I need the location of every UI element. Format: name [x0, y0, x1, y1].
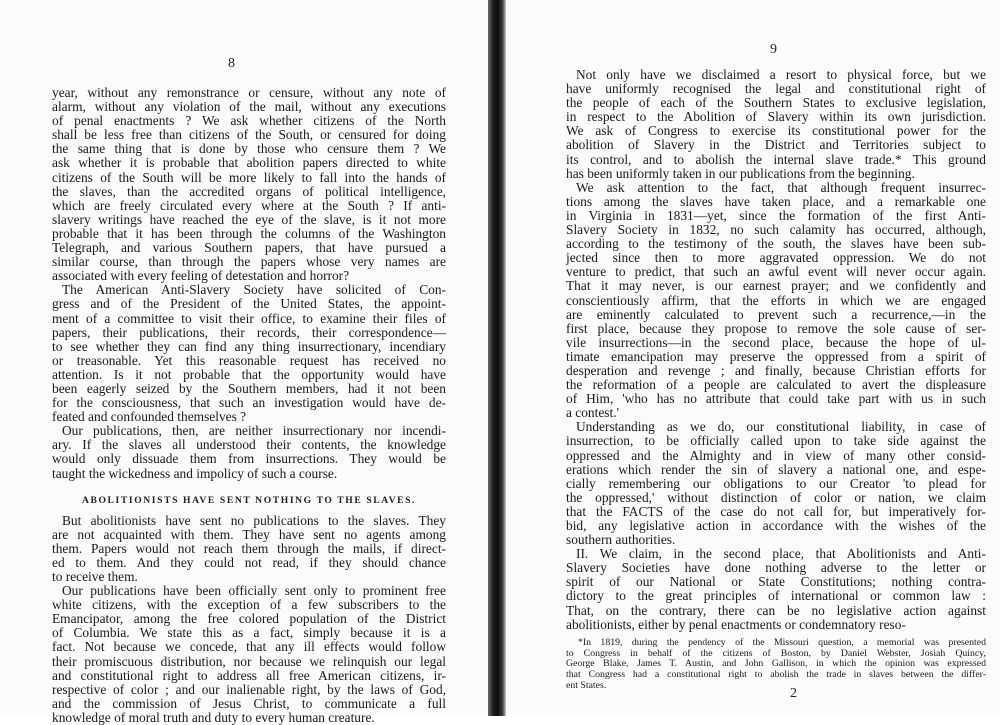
- text-line: and constitutional right to address all free American citizens, ir-: [52, 667, 446, 683]
- text-line: dictory to the great principles of international or common law :: [566, 588, 986, 604]
- text-line: desperation and revenge ; and finally, because Christian efforts for: [566, 362, 986, 378]
- text-line: of Columbia. We state this as a fact, simply because it is a: [52, 625, 446, 641]
- text-line: That it may never, is our earnest prayer; and we confidently and: [566, 278, 986, 294]
- text-line: Emancipator, among the free colored population of the District: [52, 611, 446, 627]
- signature-mark: 2: [790, 686, 797, 701]
- text-column: [566, 68, 986, 692]
- paragraph: [566, 547, 986, 632]
- text-line: Understanding as we do, our constitutional liability, in case of: [576, 419, 986, 435]
- paragraph: [52, 514, 446, 584]
- right-page: [506, 0, 1000, 716]
- text-line: Our publications, then, are neither insurrectionary nor incendi-: [62, 423, 446, 439]
- paragraph: [52, 584, 446, 725]
- text-line: insurrection, to be officially called upon to take side against the: [566, 433, 986, 449]
- text-line: attention. Is it not probable that the opportunity would have: [52, 366, 446, 382]
- text-line: We ask of Congress to exercise its constitutional power for the: [566, 123, 986, 139]
- page-number: 8: [228, 56, 235, 71]
- text-line: citizens of the South will be more likely to fall into the hands of: [52, 169, 446, 185]
- paragraph: [566, 68, 986, 181]
- text-line: That, on the contrary, there can be no legislative action against: [566, 602, 986, 618]
- footnote: [566, 638, 986, 692]
- text-line: Telegraph, and various Southern papers, that have pursued a: [52, 240, 446, 256]
- text-line: timate emancipation may preserve the oppressed from a spirit of: [566, 348, 986, 364]
- text-line: respective of color ; and our inalienable right, by the laws of God,: [52, 681, 446, 697]
- text-line: of Him, 'who has no attribute that could take part with us in such: [566, 391, 986, 407]
- text-line: them. Papers would not reach them through the mails, if direct-: [52, 540, 446, 556]
- text-line: gress and of the President of the United States, the appoint-: [52, 296, 446, 312]
- text-line: II. We claim, in the second place, that Abolitionists and Anti-: [576, 546, 986, 562]
- text-line: for the consciousness, that such an investigation would have de-: [52, 395, 446, 411]
- text-line: oppressed and the Almighty and in view of many other consid-: [566, 447, 986, 463]
- text-line: the slaves, than the accredited organs of political intelligence,: [52, 183, 446, 199]
- left-page: [0, 0, 490, 725]
- text-line: associated with every feeling of detestation and horror?: [52, 268, 350, 284]
- text-line: ask whether it is probable that abolition papers directed to white: [52, 155, 446, 171]
- text-line: the reformation of a people are calculated to avert the displeasure: [566, 377, 986, 393]
- paragraph: [52, 86, 446, 283]
- text-line: in Virginia in 1831—yet, since the formation of the first Anti-: [566, 207, 986, 223]
- text-line: fact. Not because we concede, that any ill effects would follow: [52, 639, 446, 655]
- text-line: Our publications have been officially sent only to prominent free: [62, 583, 446, 599]
- text-line: to see whether they can find any thing insurrectionary, incendiary: [52, 338, 446, 354]
- text-line: according to the testimony of the south, the slaves have been sub-: [566, 236, 986, 252]
- text-line: The American Anti-Slavery Society have solicited of Con-: [62, 282, 446, 298]
- footnote-line: *In 1819, during the pendency of the Missouri question, a memorial was presented: [578, 636, 986, 648]
- text-line: its control, and to abolish the internal slave trade.* This ground: [566, 151, 986, 167]
- paragraph: [52, 283, 446, 424]
- book-gutter: [488, 0, 506, 716]
- text-line: Slavery Societies have done nothing adverse to the letter or: [566, 560, 986, 576]
- text-line: similar course, than through the papers whose very names are: [52, 254, 446, 270]
- text-line: white citizens, with the exception of a few subscribers to the: [52, 597, 446, 613]
- text-line: shall be less free than citizens of the South, or censured for doing: [52, 127, 446, 143]
- text-line: conscientiously affirm, that the efforts in which we are engaged: [566, 292, 986, 308]
- text-line: ary. If the slaves all understood their contents, the knowledge: [52, 437, 446, 453]
- text-line: venture to predict, that such an awful event will never occur again.: [566, 264, 986, 280]
- text-line: erations which render the sin of slavery a national one, and espe-: [566, 461, 986, 477]
- paragraph: [52, 424, 446, 480]
- text-line: would only dissuade them from insurrections. They would be: [52, 451, 446, 467]
- text-line: spirit of our National or State Constitutions; nothing contra-: [566, 574, 986, 590]
- footnote-line: ent States.: [566, 679, 607, 691]
- footnote-line: to Congress in behalf of the citizens of Boston, by Daniel Webster, Josiah Quincy,: [566, 647, 986, 659]
- text-line: We ask attention to the fact, that although frequent insurrec-: [576, 179, 986, 195]
- text-line: southern authorities.: [566, 532, 676, 548]
- paragraph: [566, 420, 986, 547]
- footnote-line: George Blake, James T. Austin, and John Gallison, in which the opinion was expressed: [566, 658, 986, 670]
- text-line: that the FACTS of the case do not call for, but imperatively for-: [566, 503, 986, 519]
- text-line: first place, because they propose to remove the sole cause of ser-: [566, 320, 986, 336]
- text-line: knowledge of moral truth and duty to every human creature.: [52, 709, 375, 725]
- text-line: Slavery Society in 1832, no such calamity has occurred, although,: [566, 222, 986, 238]
- text-line: of penal enactments ? We ask whether citizens of the North: [52, 113, 446, 129]
- text-line: have uniformly recognised the legal and constitutional right of: [566, 81, 986, 97]
- text-line: their promiscuous distribution, nor because we relinquish our legal: [52, 653, 446, 669]
- text-line: been eagerly seized by the Southern members, had it not been: [52, 380, 446, 396]
- text-line: to receive them.: [52, 569, 138, 584]
- text-line: feated and confounded themselves ?: [52, 409, 247, 425]
- text-line: tions among the slaves have taken place, and a remarkable one: [566, 193, 986, 209]
- text-line: a contest.': [566, 405, 619, 421]
- footnote-line: that Congress had a constitutional right to abolish the trade in slaves between the differ-: [566, 669, 986, 681]
- section-heading: ABOLITIONISTS HAVE SENT NOTHING TO THE SLAVES.: [81, 494, 417, 506]
- text-line: probable that it has been through the columns of the Washington: [52, 225, 446, 241]
- text-line: has been uniformly taken in our publications from the beginning.: [566, 165, 915, 181]
- text-line: the people of each of the Southern States to exclusive legislation,: [566, 95, 986, 111]
- text-line: year, without any remonstrance or censure, without any note of: [52, 85, 446, 100]
- text-line: which are freely circulated every where at the South ? If anti-: [52, 197, 446, 213]
- text-line: ed to them. And they could not read, if they should chance: [52, 554, 446, 570]
- text-line: in respect to the Abolition of Slavery within its own jurisdiction.: [566, 109, 986, 125]
- text-line: But abolitionists have sent no publications to the slaves. They: [62, 512, 446, 528]
- page-number: 9: [770, 42, 777, 57]
- text-line: jected since then to more aggravated oppression. We do not: [566, 250, 986, 266]
- text-line: and the commission of Jesus Christ, to communicate a full: [52, 695, 446, 711]
- text-line: the oppressed,' without distinction of color or nation, we claim: [566, 489, 986, 505]
- text-line: bid, any legislative action in accordance with the wishes of the: [566, 518, 986, 533]
- text-line: Not only have we disclaimed a resort to physical force, but we: [576, 67, 986, 82]
- text-line: taught the wickedness and impolicy of such a course.: [52, 465, 338, 481]
- paragraph: [566, 181, 986, 421]
- text-line: papers, their publications, their records, their correspondence—: [52, 324, 446, 340]
- text-line: abolition of Slavery in the District and Territories subject to: [566, 137, 986, 153]
- text-line: vile insurrections—in the second place, because the hope of ul-: [566, 334, 986, 350]
- text-line: are not acquainted with them. They have sent no agents among: [52, 526, 446, 542]
- text-line: slavery writings have reached the eye of the slave, is it not more: [52, 211, 446, 227]
- text-line: alarm, without any violation of the mail, without any executions: [52, 99, 446, 115]
- text-line: cially remembering our obligations to our Creator 'to plead for: [566, 475, 986, 491]
- text-line: the same thing that is done by those who censure them ? We: [52, 141, 446, 157]
- text-column: [52, 86, 446, 725]
- text-line: ment of a committee to visit their office, to examine their files of: [52, 310, 446, 326]
- text-line: abolitionists, either by penal enactments or condemnatory reso-: [566, 616, 906, 632]
- text-line: are eminently calculated to prevent such a recurrence,—in the: [566, 306, 986, 322]
- text-line: or treasonable. Yet this reasonable request has received no: [52, 352, 446, 368]
